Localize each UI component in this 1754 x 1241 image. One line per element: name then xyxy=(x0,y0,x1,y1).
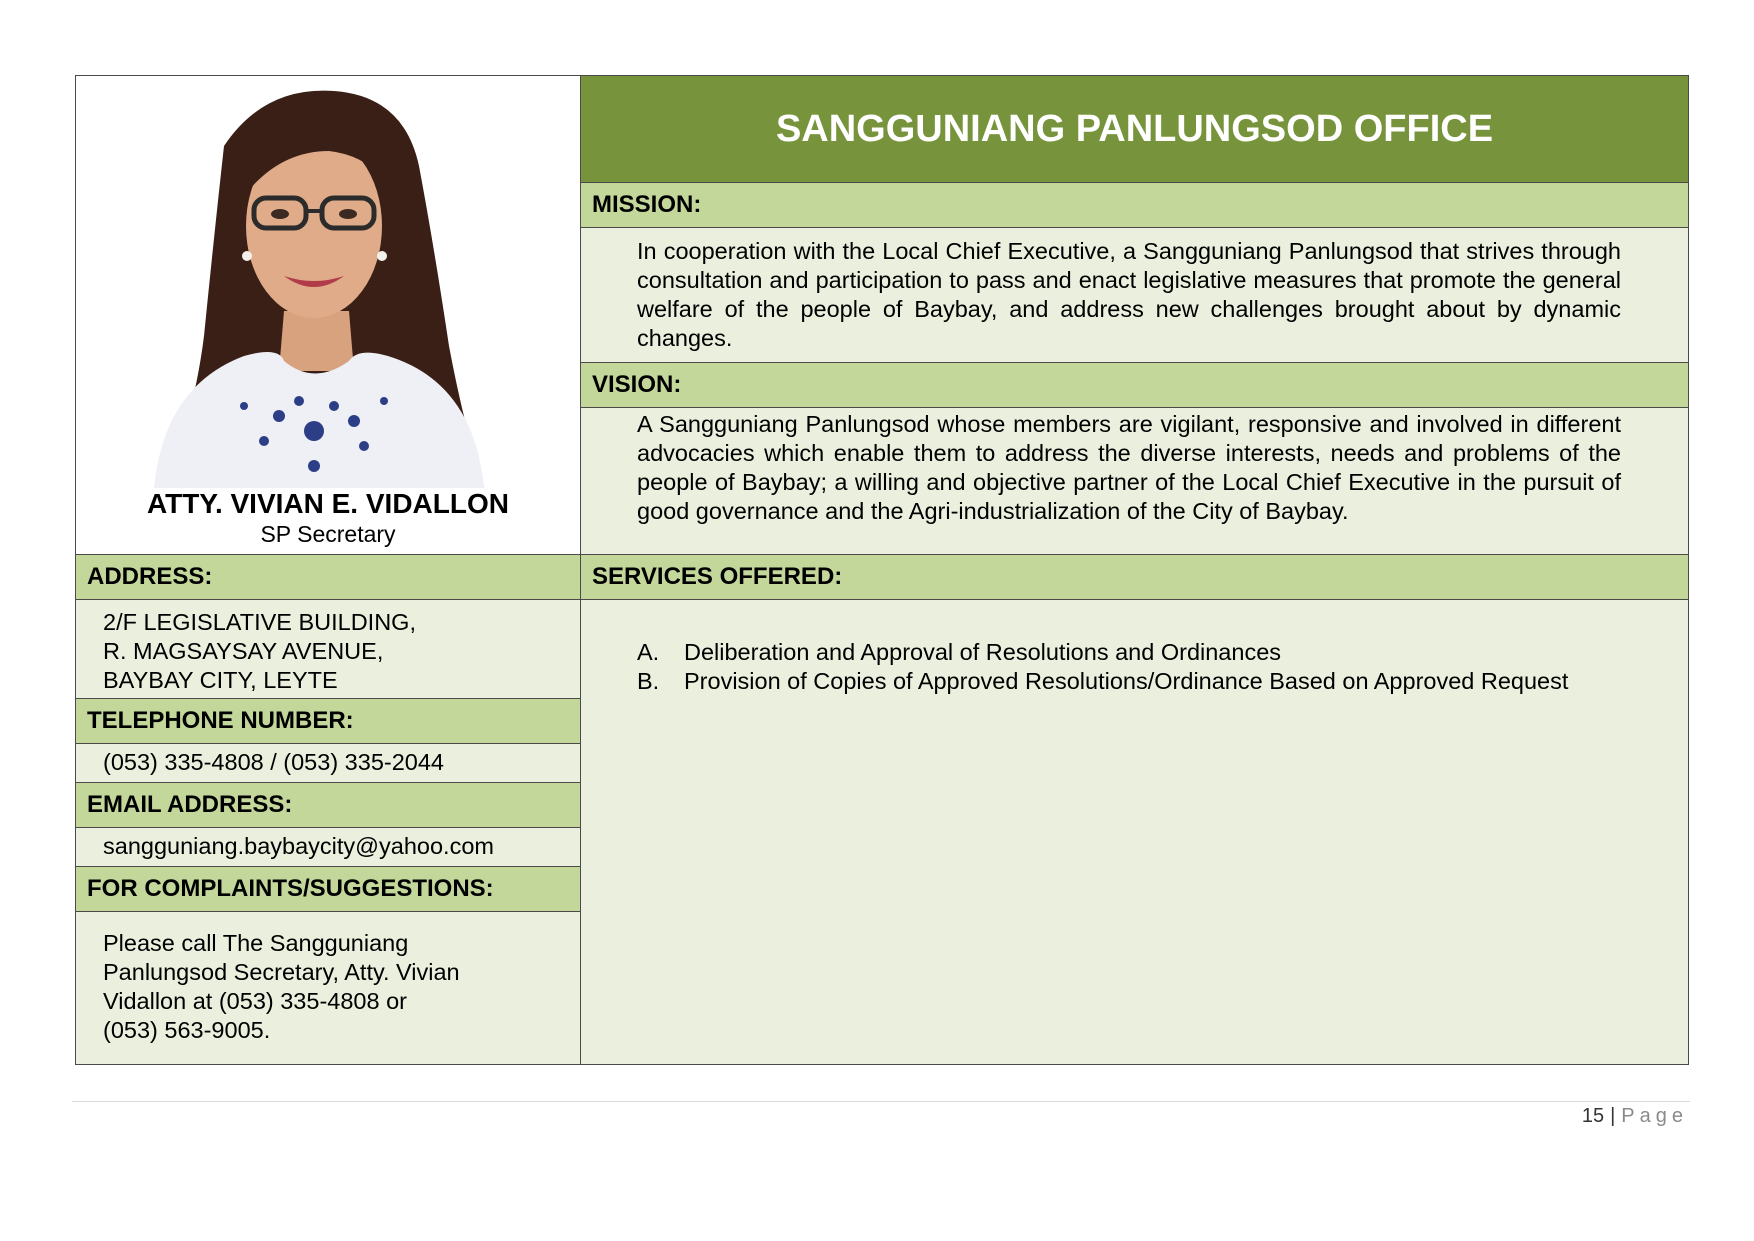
photo-panel xyxy=(76,76,580,554)
vision-body xyxy=(581,408,1688,554)
address-line: BAYBAY CITY, LEYTE xyxy=(103,667,338,693)
email-header xyxy=(76,782,580,828)
complaints-label: FOR COMPLAINTS/SUGGESTIONS: xyxy=(87,875,494,902)
address-header xyxy=(76,554,580,600)
service-letter: B. xyxy=(637,668,660,694)
secretary-portrait xyxy=(104,86,524,488)
right-column xyxy=(581,76,1688,1064)
service-text: Deliberation and Approval of Resolutions and Ordinances xyxy=(684,639,1282,665)
services-list xyxy=(637,638,1597,696)
service-letter: A. xyxy=(637,639,660,665)
telephone-body xyxy=(76,744,580,782)
service-item xyxy=(637,638,1597,667)
mission-label: MISSION: xyxy=(592,191,702,218)
address-line: R. MAGSAYSAY AVENUE, xyxy=(103,638,384,664)
services-header xyxy=(581,554,1688,600)
vision-text: A Sangguniang Panlungsod whose members are vigilant, responsive and involved in different advocacies which enable them to address the diverse interests, needs and problems of the people of Baybay; a willing and objective partner of the Local Chief Executive in the pursuit of good governance and the Agri-industrialization of the City of Baybay. xyxy=(637,411,1621,524)
service-text: Provision of Copies of Approved Resolutions/Ordinance Based on Approved Request xyxy=(684,668,1569,694)
left-column xyxy=(76,76,581,1064)
email-body xyxy=(76,828,580,866)
telephone-header xyxy=(76,698,580,744)
complaints-line: (053) 563-9005. xyxy=(103,1017,271,1043)
mission-body xyxy=(581,228,1688,362)
page-number: 15 xyxy=(1581,1105,1605,1127)
page-footer xyxy=(1582,1105,1688,1128)
complaints-body xyxy=(76,912,580,1064)
email-label: EMAIL ADDRESS: xyxy=(87,791,293,818)
person-name: ATTY. VIVIAN E. VIDALLON xyxy=(147,488,509,519)
address-label: ADDRESS: xyxy=(87,563,213,590)
person-position: SP Secretary xyxy=(260,521,396,547)
office-profile-table xyxy=(75,75,1689,1065)
telephone-value: (053) 335-4808 / (053) 335-2044 xyxy=(103,749,444,775)
complaints-header xyxy=(76,866,580,912)
complaints-line: Panlungsod Secretary, Atty. Vivian xyxy=(103,959,460,985)
footer-divider xyxy=(72,1101,1690,1102)
address-line: 2/F LEGISLATIVE BUILDING, xyxy=(103,609,416,635)
address-lines xyxy=(103,608,416,695)
page-word: Page xyxy=(1621,1105,1688,1127)
address-body xyxy=(76,600,580,698)
complaints-lines xyxy=(103,929,460,1045)
mission-text: In cooperation with the Local Chief Executive, a Sangguniang Panlungsod that strives through consultation and participation to pass and enact legislative measures that promote the general welfare of the people of Baybay, and address new challenges brought about by dynamic changes. xyxy=(637,238,1621,351)
vision-label: VISION: xyxy=(592,371,682,398)
complaints-line: Please call The Sangguniang xyxy=(103,930,409,956)
service-item xyxy=(637,667,1597,696)
complaints-line: Vidallon at (053) 335-4808 or xyxy=(103,988,407,1014)
services-body xyxy=(581,600,1688,1064)
telephone-label: TELEPHONE NUMBER: xyxy=(87,707,354,734)
office-title: SANGGUNIANG PANLUNGSOD OFFICE xyxy=(775,107,1494,150)
email-value[interactable]: sangguniang.baybaycity@yahoo.com xyxy=(103,833,494,859)
mission-header xyxy=(581,182,1688,228)
vision-header xyxy=(581,362,1688,408)
office-title-bar xyxy=(581,76,1688,182)
services-label: SERVICES OFFERED: xyxy=(592,563,843,590)
page-separator: | xyxy=(1610,1105,1616,1127)
